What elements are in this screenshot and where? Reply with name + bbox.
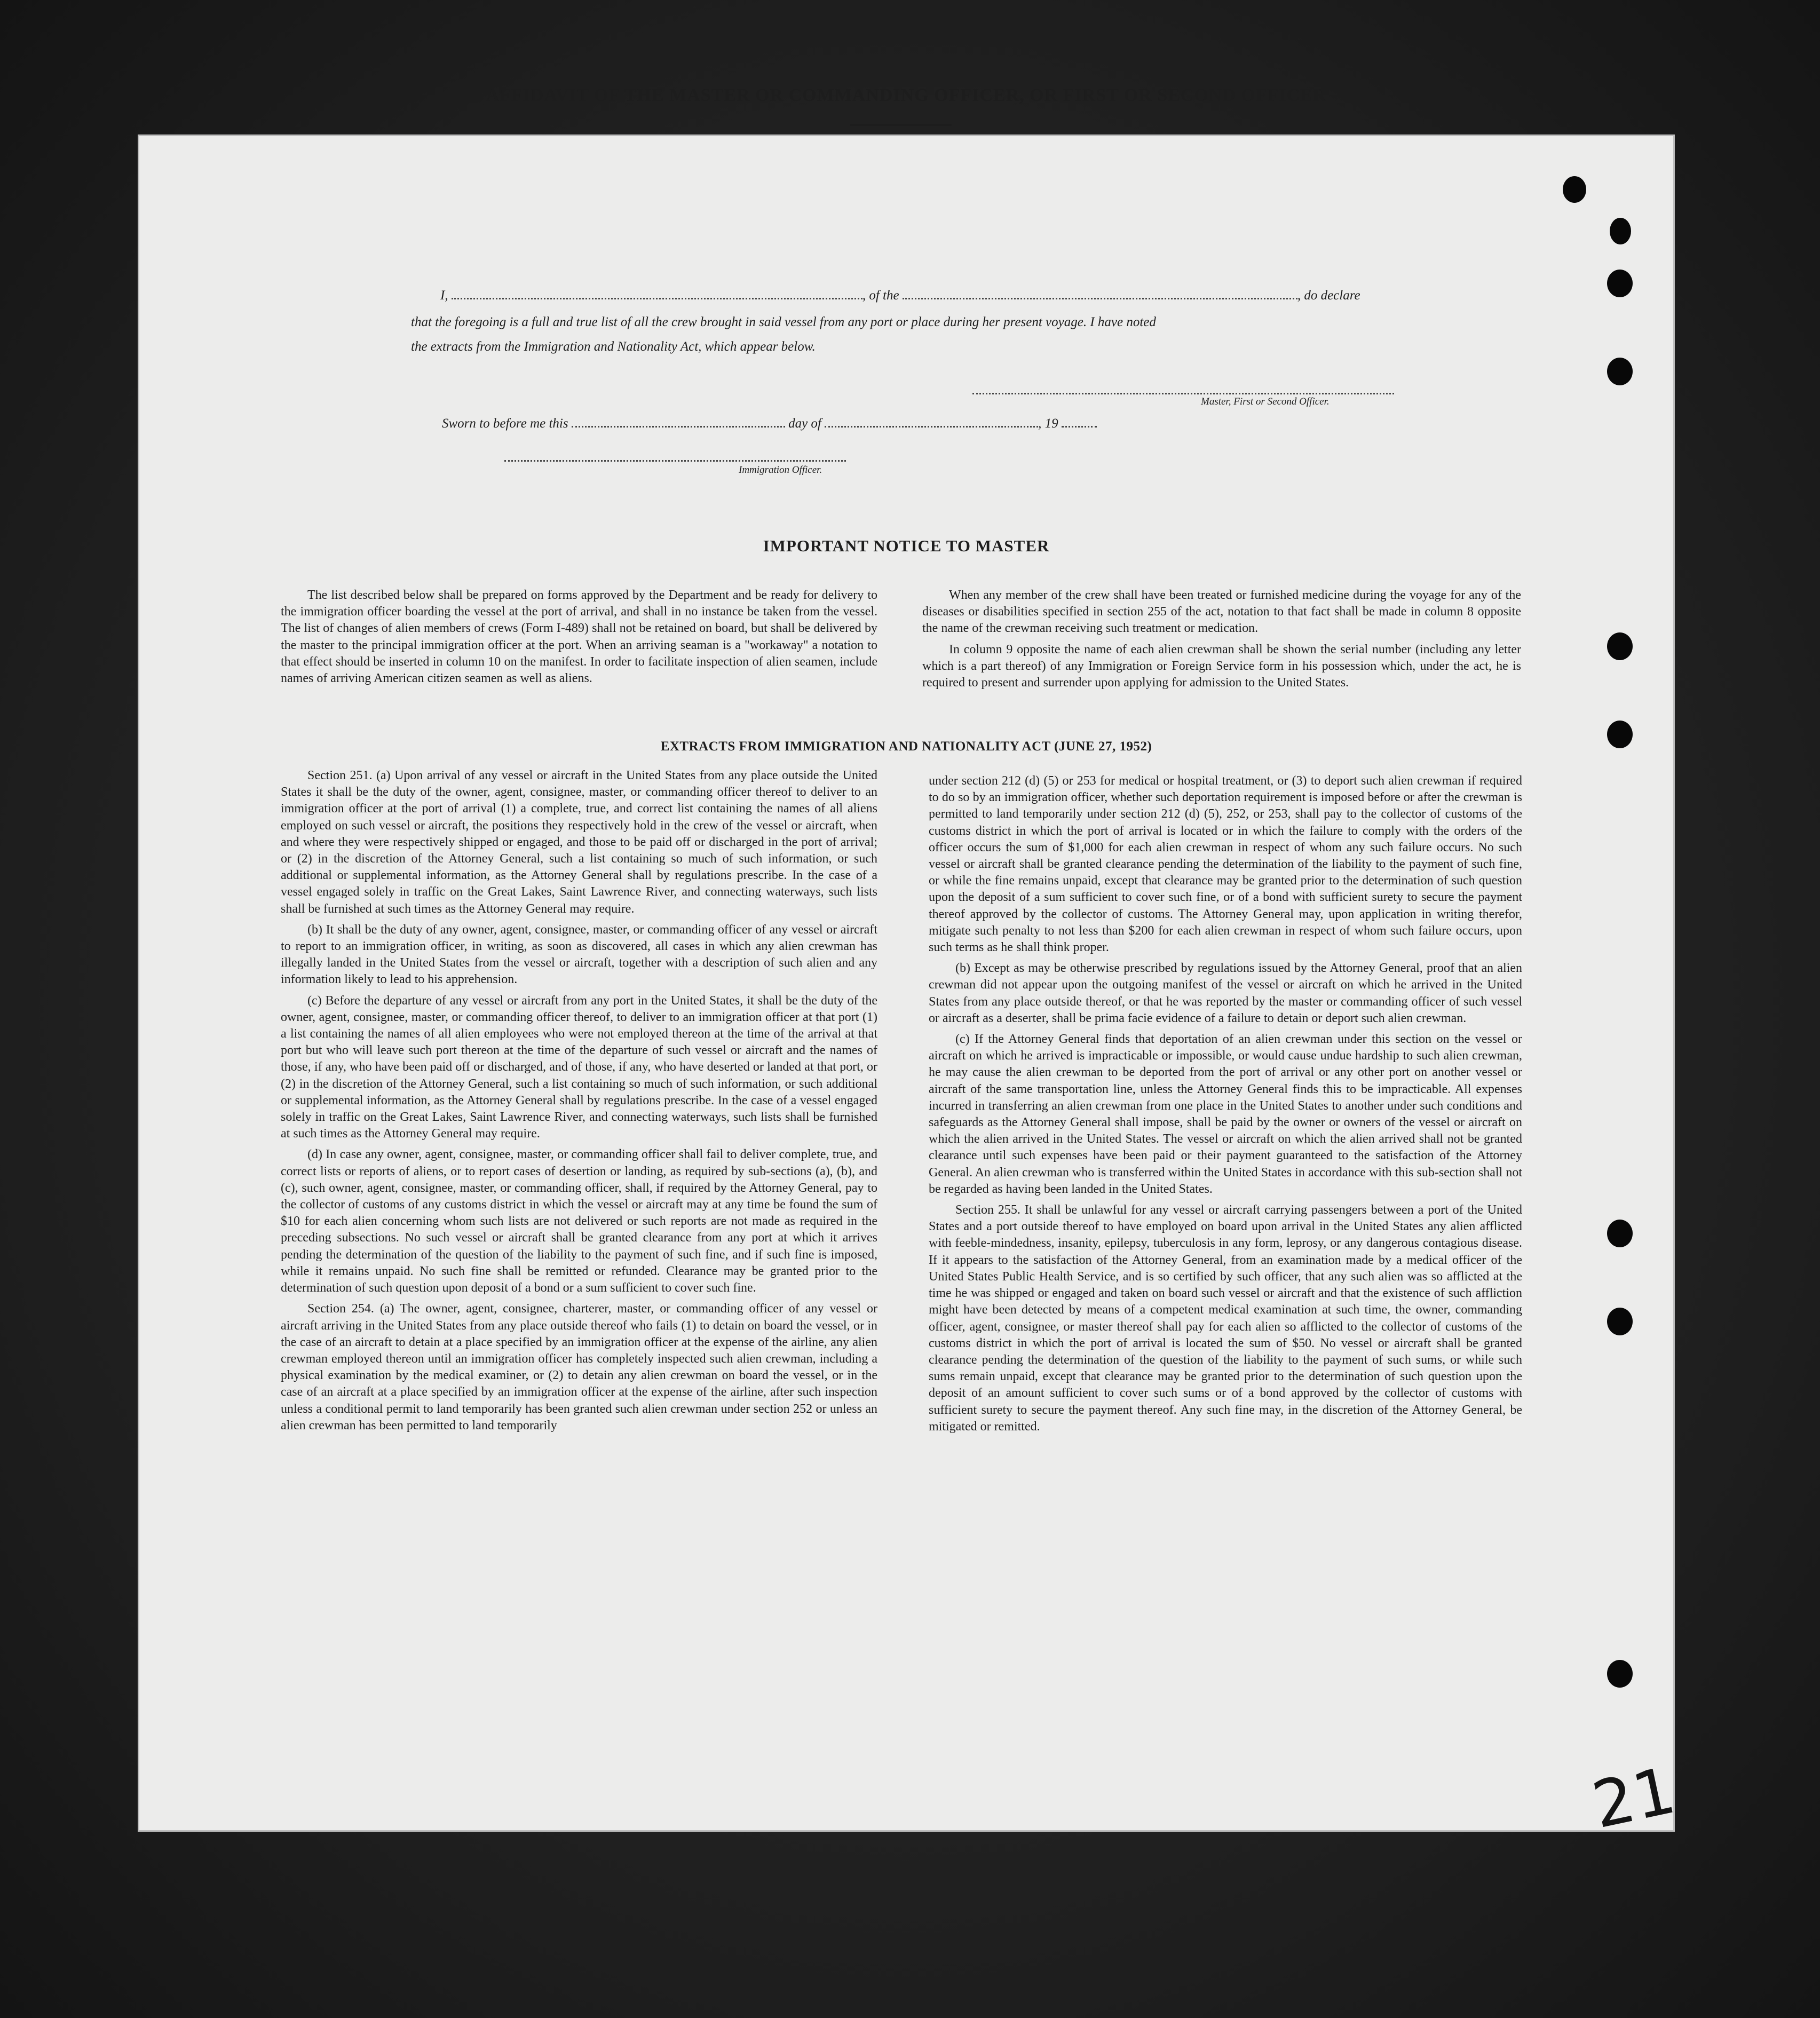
i-label: I, bbox=[440, 288, 448, 303]
extract-paragraph: (c) Before the departure of any vessel or aircraft from any port in the United States, it shall be the duty of the owner, agent, consignee, master, or commanding officer thereof, to deliver to an immigration officer at that port (1) a list containing the names of all alien employees who were not employed thereon at the time of the arrival at that port but who will leave such port thereon at the time of the departure of such vessel or aircraft and the names of those, if any, who have been paid off or discharged, and of those, if any, who have deserted or landed at that port, or (2) in the discretion of the Attorney General, such a list containing so much of such information, or such additional or supplemental information, as the Attorney General shall by regulations prescribe. In the case of a vessel engaged solely in traffic on the Great Lakes, Saint Lawrence River, and connecting waterways, such lists shall be furnished at such times as the Attorney General may require. bbox=[281, 993, 877, 1141]
extracts-left-column bbox=[281, 767, 877, 1438]
year-label: , 19 bbox=[1038, 416, 1058, 431]
day-of-label: day of bbox=[788, 416, 821, 431]
extract-paragraph: Section 255. It shall be unlawful for any vessel or aircraft carrying passengers between a port of the United States and a port outside thereof to have employed on board upon arrival in the United States any alien afflicted with feeble-mindedness, insanity, epilepsy, tuberculosis in any form, leprosy, or any dangerous contagious disease. If it appears to the satisfaction of the Attorney General, from an examination made by a medical officer of the United States Public Health Service, and is so certified by such officer, that any such alien was so afflicted at the time he was shipped or engaged and taken on board such vessel or aircraft and that the existence of such affliction might have been detected by means of a competent medical examination at such time, the owner, commanding officer, agent, consignee, or master thereof shall pay for each alien so afflicted to the collector of customs of the customs district in which the port of arrival is located the sum of $50. No vessel or aircraft shall be granted clearance pending the determination of the question of the liability to the payment of such sums, or while such sums remain unpaid, except that clearance may be granted prior to the determination of such question upon the deposit of an amount sufficient to cover such sums or of a bond approved by the collector of customs with sufficient surety to secure the payment thereof. Any such fine may, in the discretion of the Attorney General, be mitigated or remitted. bbox=[929, 1203, 1522, 1434]
master-caption: Master, First or Second Officer. bbox=[1201, 396, 1330, 407]
handwritten-page-number: 21 bbox=[1586, 1753, 1682, 1843]
punch-hole-partial bbox=[1563, 176, 1586, 203]
notice-right-paragraph: When any member of the crew shall have been treated or furnished medicine during the voyage for any of the diseases or disabilities specified in section 255 of the act, notation to that fact shall be made in column 8 opposite the name of the crewman receiving such treatment or medication. bbox=[922, 588, 1521, 636]
notice-title: IMPORTANT NOTICE TO MASTER bbox=[763, 536, 1050, 555]
sworn-line bbox=[442, 416, 1097, 431]
master-signature-line[interactable] bbox=[972, 393, 1394, 394]
notice-left-column bbox=[281, 587, 877, 691]
sworn-month-field[interactable] bbox=[825, 424, 1038, 428]
punch-hole bbox=[1607, 632, 1633, 660]
extract-paragraph: (c) If the Attorney General finds that deportation of an alien crewman under this section on the vessel or aircraft on which he arrived is impracticable or impossible, or would cause undue hardship to such alien crewman, he may cause the alien crewman to be deported from the port of arrival or any other port on another vessel or aircraft of the same transportation line, unless the Attorney General finds this to be impracticable. All expenses incurred in transferring an alien crewman from one place in the United States to another under such conditions and safeguards as the Attorney General shall impose, shall be paid by the owner or owners of the vessel or aircraft on which the alien arrived in the United States. The vessel or aircraft on which the alien arrived shall not be granted clearance until such expenses have been paid or their payment guaranteed to the satisfaction of the Attorney General. An alien crewman who is transferred within the United States in accordance with this sub-section shall not be regarded as having been landed in the United States. bbox=[929, 1032, 1522, 1196]
notice-right-paragraph: In column 9 opposite the name of each alien crewman shall be shown the serial number (including any letter which is a part thereof) of any Immigration or Foreign Service form in his possession which, under the act, he is required to present and surrender upon applying for admission to the United States. bbox=[922, 642, 1521, 690]
declaration-fields-line bbox=[440, 288, 1360, 303]
title-divider bbox=[850, 124, 952, 126]
extract-paragraph: Section 251. (a) Upon arrival of any vessel or aircraft in the United States from any place outside the United States it shall be the duty of the owner, agent, consignee, master, or commanding officer thereof to deliver to an immigration officer at the port of arrival (1) a complete, true, and correct list containing the names of all aliens employed on such vessel or aircraft, the positions they respectively hold in the crew of the vessel or aircraft, when and where they were respectively shipped or engaged, and those to be paid off or discharged in the port of arrival; or (2) in the discretion of the Attorney General, such a list containing so much of such information, or such additional or supplemental information, as the Attorney General shall by regulations prescribe. In the case of a vessel engaged solely in traffic on the Great Lakes, Saint Lawrence River, and connecting waterways, such lists shall be furnished at such times as the Attorney General may require. bbox=[281, 769, 877, 916]
sworn-label: Sworn to before me this bbox=[442, 416, 568, 431]
do-declare-label: , do declare bbox=[1297, 288, 1360, 303]
extract-paragraph: under section 212 (d) (5) or 253 for medical or hospital treatment, or (3) to deport such alien crewman if required to do so by an immigration officer, whether such deportation requirement is imposed before or after the crewman is permitted to land temporarily under section 212 (d) (5), 252, or 253, shall pay to the collector of customs of the customs district in which the port of arrival is located or in which the failure to comply with the orders of the officer occurs the sum of $1,000 for each alien crewman in respect of whom any such failure occurs. No such vessel or aircraft shall be granted clearance pending the determination of the liability to the payment of such fine, or while the fine remains unpaid, except that clearance may be granted prior to the determination of such question upon the deposit of a sum sufficient to cover such fine, or of a bond with sufficient surety to secure the payment thereof approved by the collector of customs. The Attorney General may, upon application in writing therefor, mitigate such penalty to not less than $200 for each alien crewman in respect of whom such failure occurs, upon such terms as he shall think proper. bbox=[929, 774, 1522, 955]
extract-paragraph: (d) In case any owner, agent, consignee, master, or commanding officer shall fail to deliver complete, true, and correct lists or reports of aliens, or to report cases of desertion or landing, as required by sub-sections (a), (b), and (c), such owner, agent, consignee, master, or commanding officer, shall, if required by the Attorney General, pay to the collector of customs of any customs district in which the vessel or aircraft may at any time be found the sum of $10 for each alien concerning whom such lists are not delivered or such reports are not made as required in the preceding subsections. No such vessel or aircraft shall be granted clearance from any port at which it arrives pending the determination of the question of the liability to the payment of such fine, and if such fine is imposed, while it remains unpaid. No such fine shall be remitted or refunded. Clearance may be granted prior to the determination of such question upon deposit of a bond or a sum sufficient to cover such fine. bbox=[281, 1148, 877, 1295]
extract-paragraph: (b) Except as may be otherwise prescribed by regulations issued by the Attorney General, proof that an alien crewman did not appear upon the outgoing manifest of the vessel or aircraft on which he arrived in the United States from any place outside thereof, or that he was reported by the master or commanding officer of such vessel or aircraft as a deserter, shall be prima facie evidence of a failure to detain or deport such alien crewman. bbox=[929, 961, 1522, 1025]
extract-paragraph: (b) It shall be the duty of any owner, agent, consignee, master, or commanding officer of any vessel or aircraft to report to an immigration officer, in writing, as soon as discovered, all cases in which any alien crewman has illegally landed in the United States from the vessel or aircraft, together with a description of such alien and any information likely to lead to his apprehension. bbox=[281, 922, 877, 987]
immigration-officer-signature-line[interactable] bbox=[504, 460, 846, 462]
affidavit-title: AFFIDAVIT OF THE MASTER OR COMMANDING OFFICER, OR FIRST OR SECOND OFFICER bbox=[486, 85, 1327, 105]
extracts-right-column bbox=[929, 773, 1522, 1439]
punch-hole bbox=[1607, 1660, 1633, 1688]
punch-hole-partial bbox=[1610, 218, 1631, 244]
sworn-day-field[interactable] bbox=[572, 424, 785, 428]
of-the-label: , of the bbox=[862, 288, 899, 303]
notice-left-paragraph: The list described below shall be prepared on forms approved by the Department and be ready for delivery to the immigration officer boarding the vessel at the port of arrival, and shall in no instance be taken from the vessel. The list of changes of alien members of crews (Form I-489) shall not be retained on board, but shall be delivered by the master to the principal immigration officer at the port. When an arriving seaman is a "workaway" a notation to that effect should be inserted in column 10 on the manifest. In order to facilitate inspection of alien seamen, include names of arriving American citizen seamen as well as aliens. bbox=[281, 588, 877, 686]
punch-hole bbox=[1607, 358, 1633, 385]
declaration-line-2: the extracts from the Immigration and Nationality Act, which appear below. bbox=[411, 339, 816, 354]
immigration-officer-caption: Immigration Officer. bbox=[739, 464, 822, 476]
extract-paragraph: Section 254. (a) The owner, agent, consignee, charterer, master, or commanding officer of any vessel or aircraft arriving in the United States from any place outside thereof who fails (1) to detain on board the vessel, or in the case of an aircraft to detain at a place specified by an immigration officer at the expense of the airline, any alien crewman employed thereon until an immigration officer has completely inspected such alien crewman, including a physical examination by the medical examiner, or (2) to detain any alien crewman on board the vessel, or in the case of an aircraft at a place specified by an immigration officer at the expense of the airline, after such inspection unless a conditional permit to land temporarily has been granted such alien crewman under section 252 or unless an alien crewman has been permitted to land temporarily bbox=[281, 1302, 877, 1433]
declarant-name-field[interactable] bbox=[452, 296, 862, 299]
vessel-name-field[interactable] bbox=[903, 296, 1297, 299]
sworn-year-field[interactable] bbox=[1062, 424, 1097, 428]
notice-right-column bbox=[922, 587, 1521, 695]
declaration-line-1: that the foregoing is a full and true list of all the crew brought in said vessel from any port or place during her present voyage. I have noted bbox=[411, 315, 1156, 329]
punch-hole bbox=[1607, 1220, 1633, 1247]
punch-hole bbox=[1607, 270, 1633, 297]
extracts-title: EXTRACTS FROM IMMIGRATION AND NATIONALITY ACT (JUNE 27, 1952) bbox=[660, 739, 1152, 754]
punch-hole bbox=[1607, 1308, 1633, 1335]
